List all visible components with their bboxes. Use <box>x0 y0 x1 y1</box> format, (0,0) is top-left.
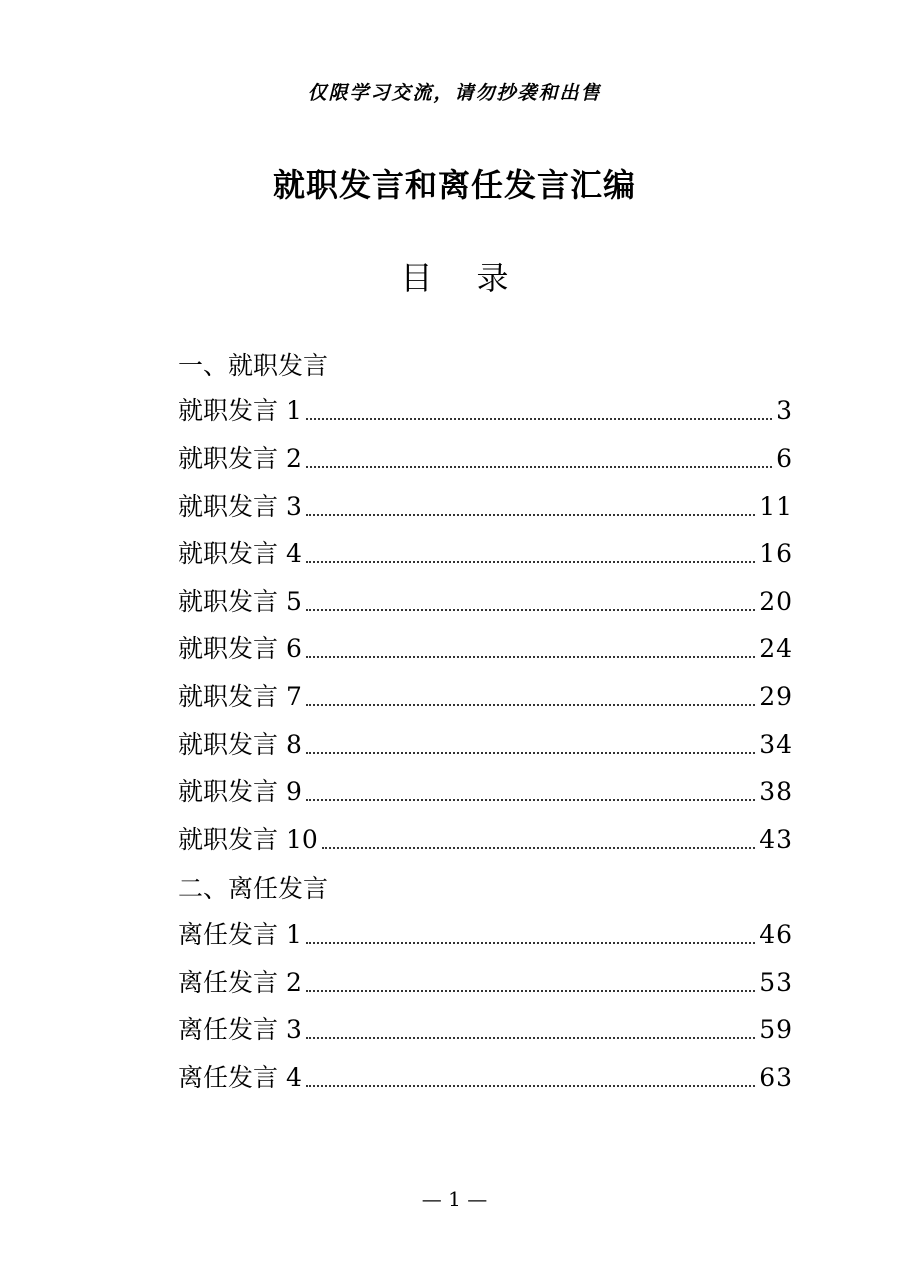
toc-entry[interactable] <box>178 578 793 626</box>
dot-leader <box>306 514 755 516</box>
page-number: — 1 — <box>421 1187 488 1211</box>
toc-entry-page: 6 <box>776 443 793 473</box>
toc-entry-page: 20 <box>759 586 793 616</box>
toc-entry-page: 63 <box>759 1062 793 1092</box>
toc-entry-label: 就职发言 10 <box>178 824 318 854</box>
toc-entry[interactable] <box>178 530 793 578</box>
toc-entry[interactable] <box>178 911 793 959</box>
toc-entry-label: 离任发言 3 <box>178 1015 302 1045</box>
toc-entry-label: 就职发言 5 <box>178 586 302 616</box>
dot-leader <box>306 1085 755 1087</box>
dot-leader <box>322 847 755 849</box>
toc-entry-page: 53 <box>759 967 793 997</box>
toc-entry-page: 16 <box>759 539 793 569</box>
toc-entry-page: 59 <box>759 1015 793 1045</box>
dot-leader <box>306 561 755 563</box>
table-of-contents <box>178 340 793 1102</box>
watermark-notice: 仅限学习交流，请勿抄袭和出售 <box>307 82 602 104</box>
toc-entry[interactable] <box>178 768 793 816</box>
toc-section-heading: 一、就职发言 <box>178 350 329 380</box>
toc-entry[interactable] <box>178 816 793 864</box>
toc-entry-label: 就职发言 7 <box>178 681 302 711</box>
toc-entry-label: 离任发言 2 <box>178 967 302 997</box>
toc-heading-left: 目 <box>400 259 433 297</box>
toc-section-heading: 二、离任发言 <box>178 874 329 904</box>
toc-entry-label: 就职发言 2 <box>178 443 302 473</box>
toc-entry[interactable] <box>178 1054 793 1102</box>
dot-leader <box>306 799 755 801</box>
toc-entry-label: 就职发言 9 <box>178 777 302 807</box>
toc-entry-label: 就职发言 1 <box>178 396 302 426</box>
toc-entry[interactable] <box>178 959 793 1007</box>
toc-entry-page: 24 <box>759 634 793 664</box>
toc-entry-page: 38 <box>759 777 793 807</box>
toc-entry-page: 29 <box>759 681 793 711</box>
dot-leader <box>306 656 755 658</box>
toc-entry[interactable] <box>178 483 793 531</box>
toc-entry[interactable] <box>178 435 793 483</box>
toc-entry-page: 3 <box>776 396 793 426</box>
dot-leader <box>306 704 755 706</box>
toc-entry-label: 离任发言 4 <box>178 1062 302 1092</box>
toc-entry-label: 就职发言 6 <box>178 634 302 664</box>
dot-leader <box>306 418 772 420</box>
document-title: 就职发言和离任发言汇编 <box>272 166 636 204</box>
toc-entry-label: 离任发言 1 <box>178 919 302 949</box>
toc-entry-page: 11 <box>759 491 793 521</box>
dot-leader <box>306 466 772 468</box>
dot-leader <box>306 990 755 992</box>
toc-entry[interactable] <box>178 721 793 769</box>
dot-leader <box>306 609 755 611</box>
toc-entry[interactable] <box>178 626 793 674</box>
dot-leader <box>306 942 755 944</box>
toc-heading <box>0 253 909 299</box>
dot-leader <box>306 752 755 754</box>
toc-entry-page: 43 <box>759 824 793 854</box>
toc-entry-label: 就职发言 8 <box>178 729 302 759</box>
toc-entry[interactable] <box>178 388 793 436</box>
toc-entry-label: 就职发言 4 <box>178 539 302 569</box>
toc-entry-label: 就职发言 3 <box>178 491 302 521</box>
dot-leader <box>306 1037 755 1039</box>
toc-entry-page: 46 <box>759 919 793 949</box>
toc-entry-page: 34 <box>759 729 793 759</box>
toc-entry[interactable] <box>178 673 793 721</box>
toc-heading-right: 录 <box>476 259 509 297</box>
toc-entry[interactable] <box>178 1006 793 1054</box>
